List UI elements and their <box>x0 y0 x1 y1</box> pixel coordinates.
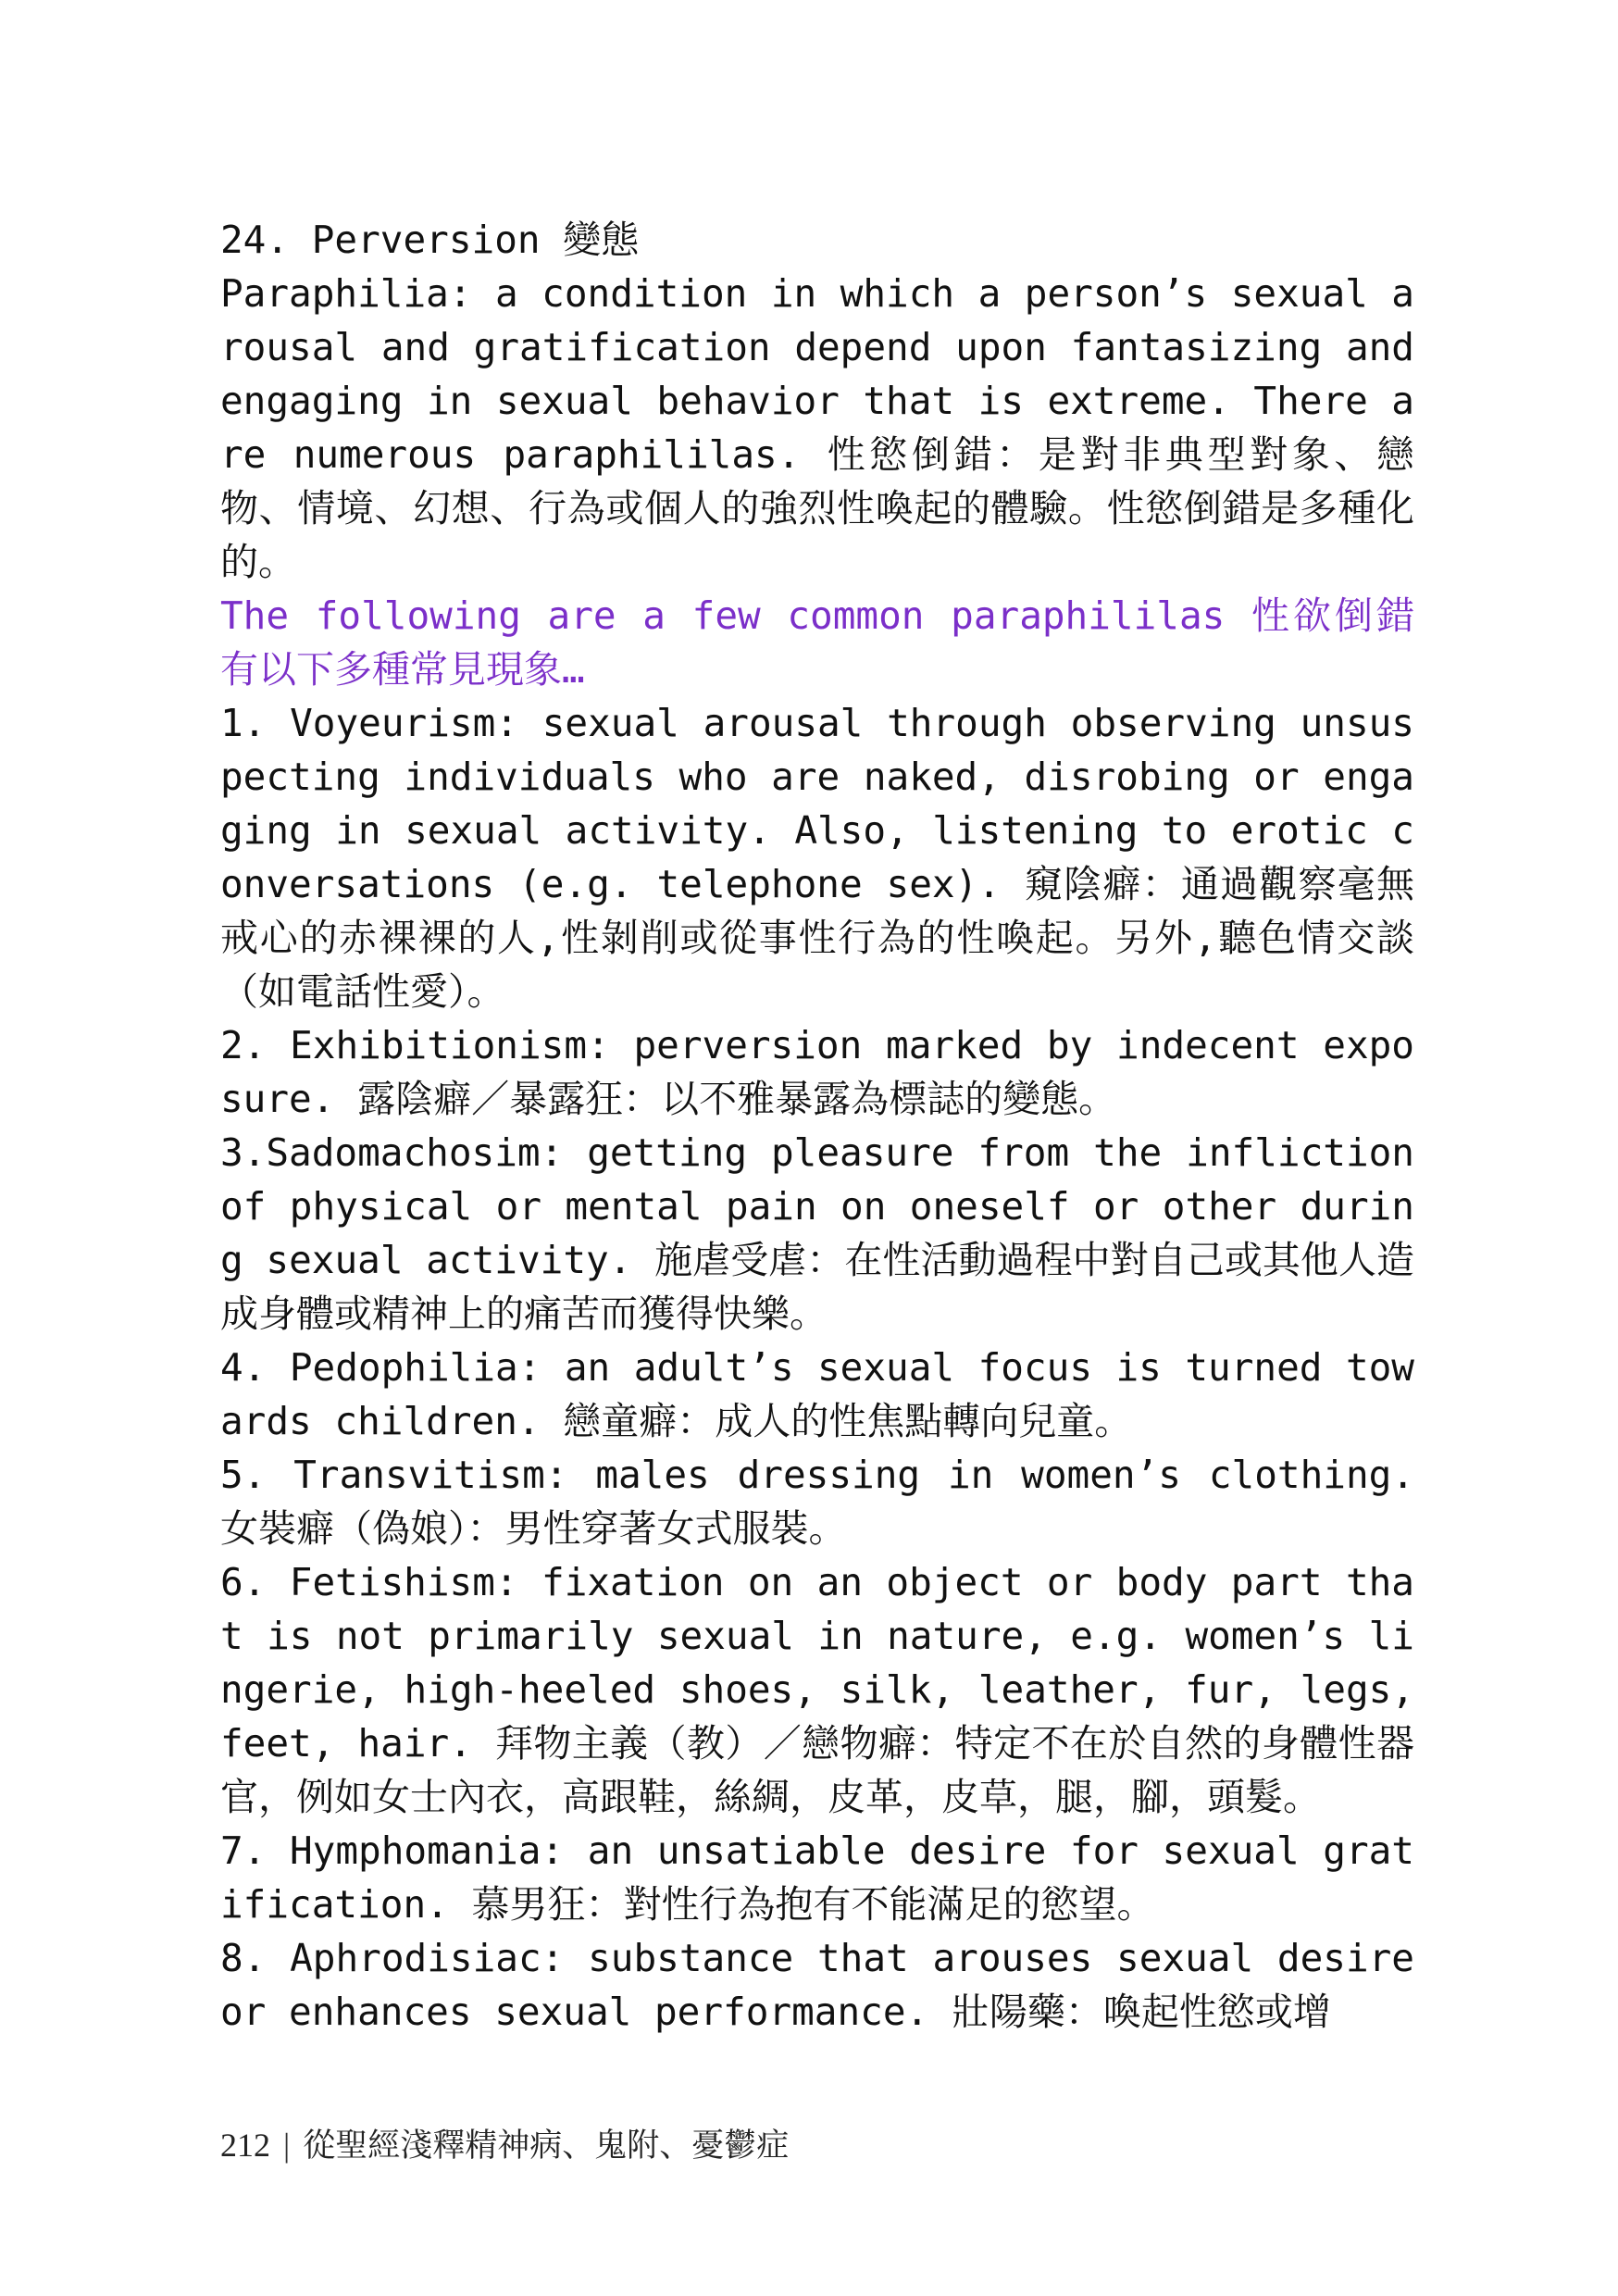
list-item-hymphomania: 7. Hymphomania: an unsatiable desire for sexual gratification. 慕男狂：對性行為抱有不能滿足的慾望。 <box>220 1828 1414 1927</box>
list-item-pedophilia: 4. Pedophilia: an adult’s sexual focus is turned towards children. 戀童癖：成人的性焦點轉向兒童。 <box>220 1345 1414 1443</box>
list-item-fetishism: 6. Fetishism: fixation on an object or body part that is not primarily sexual in nature, e.g. women’s lingerie, high-heeled shoes, silk, leather, fur, legs, feet, hair. 拜物主義（教）／戀物癖：特定不在於自然的身體性器官，例如女士內衣，高跟鞋，絲綢，皮革，皮草，腿，腳，頭髮。 <box>220 1560 1438 1819</box>
intro-paragraph: Paraphilia: a condition in which a person’s sexual arousal and gratification depend upon fantasizing and engaging in sexual behavior that is extreme. There are numerous paraphililas. 性慾倒錯：是對非典型對象、戀物、情境、幻想、行為或個人的強烈性喚起的體驗。性慾倒錯是多種化的。 <box>220 271 1438 584</box>
page-footer <box>220 2120 789 2166</box>
section-heading: 24. Perversion 變態 <box>220 218 640 262</box>
footer-separator: | <box>283 2127 291 2164</box>
list-item-voyeurism: 1. Voyeurism: sexual arousal through observing unsuspecting individuals who are naked, disrobing or engaging in sexual activity. Also, listening to erotic conversations (e.g. telephone sex). 窺陰癖：通過觀察毫無戒心的赤裸裸的人,性剝削或從事性行為的性喚起。另外,聽色情交談（如電話性愛）。 <box>220 701 1414 1014</box>
page-number: 212 <box>220 2127 270 2164</box>
list-item-aphrodisiac: 8. Aphrodisiac: substance that arouses sexual desire or enhances sexual performance. 壯陽藥：喚起性慾或增 <box>220 1936 1438 2034</box>
list-item-exhibitionism: 2. Exhibitionism: perversion marked by indecent exposure. 露陰癖／暴露狂：以不雅暴露為標誌的變態。 <box>220 1023 1414 1121</box>
book-title: 從聖經淺釋精神病、鬼附、憂鬱症 <box>303 2128 790 2165</box>
page-body <box>220 213 1438 2039</box>
highlight-paragraph: The following are a few common paraphililas 性欲倒錯有以下多種常見現象… <box>220 593 1414 692</box>
list-item-sadomachosim: 3.Sadomachosim: getting pleasure from the infliction of physical or mental pain on oneself or other during sexual activity. 施虐受虐：在性活動過程中對自己或其他人造成身體或精神上的痛苦而獲得快樂。 <box>220 1130 1438 1336</box>
list-item-transvitism: 5. Transvitism: males dressing in women’s clothing. 女裝癖（偽娘）：男性穿著女式服裝。 <box>220 1453 1438 1551</box>
